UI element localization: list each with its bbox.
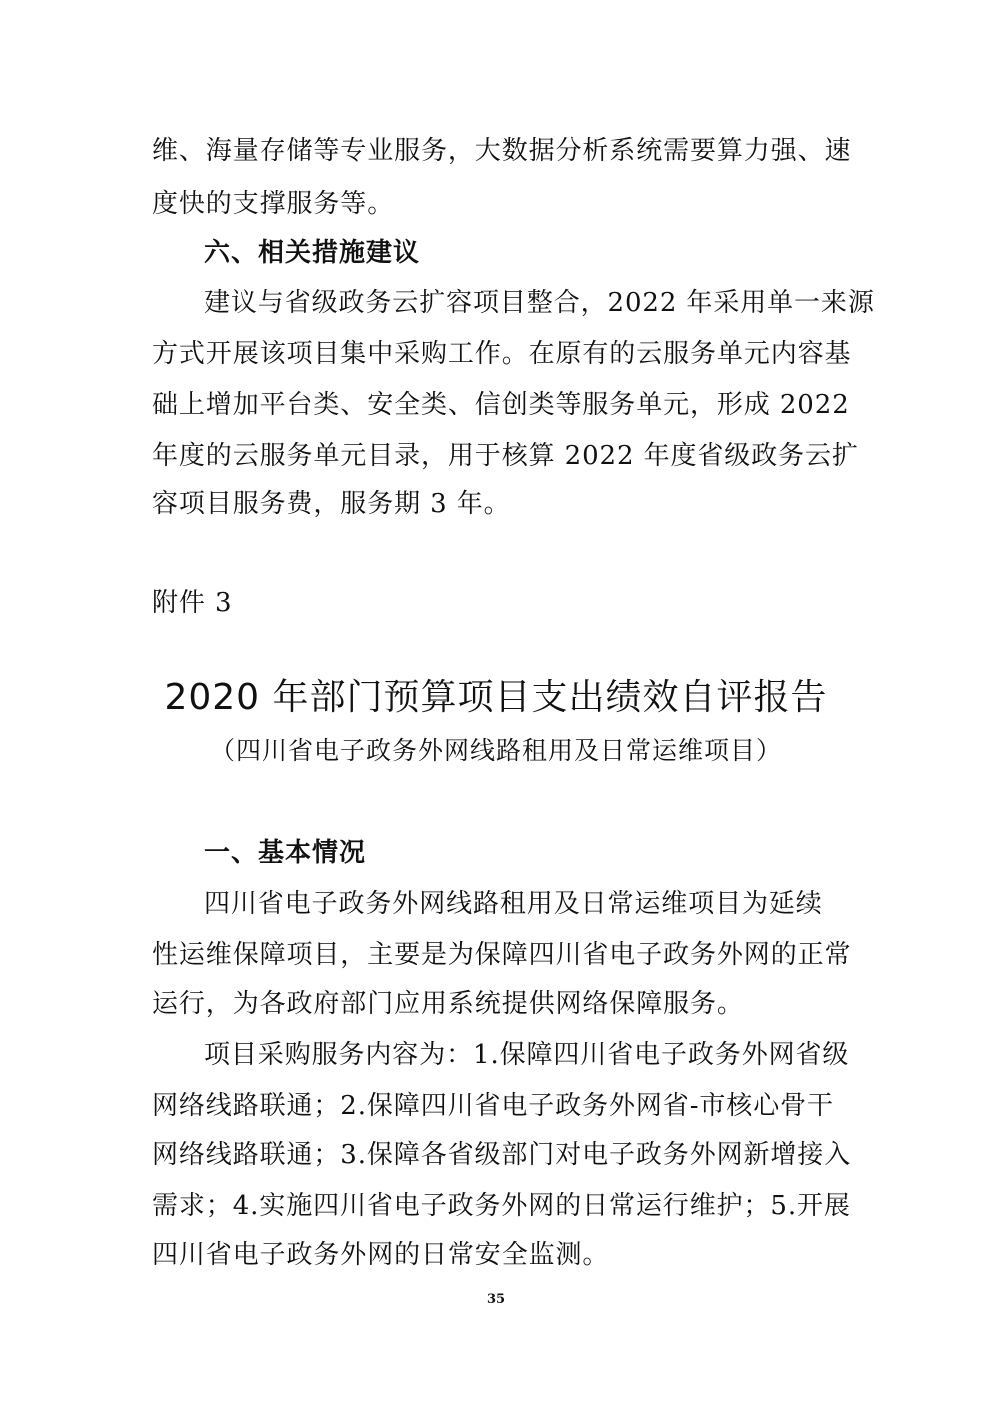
section-6-heading: 六、相关措施建议 — [204, 238, 421, 268]
section-1-para-1-line-2: 性运维保障项目，主要是为保障四川省电子政务外网的正常 — [152, 940, 852, 970]
report-title: 2020 年部门预算项目支出绩效自评报告 — [164, 677, 828, 718]
section-6-line-5: 容项目服务费，服务期 3 年。 — [152, 489, 511, 519]
section-6-line-1: 建议与省级政务云扩容项目整合，2022 年采用单一来源 — [204, 288, 875, 318]
section-1-para-2-line-1: 项目采购服务内容为：1.保障四川省电子政务外网省级 — [204, 1040, 850, 1070]
page-number: 35 — [486, 1292, 506, 1307]
section-6-line-4: 年度的云服务单元目录，用于核算 2022 年度省级政务云扩 — [152, 441, 859, 471]
section-1-para-2-line-4: 需求；4.实施四川省电子政务外网的日常运行维护；5.开展 — [152, 1191, 851, 1221]
section-1-para-1-line-1: 四川省电子政务外网线路租用及日常运维项目为延续 — [204, 889, 823, 919]
section-1-heading: 一、基本情况 — [204, 838, 367, 868]
section-1-para-1-line-3: 运行，为各政府部门应用系统提供网络保障服务。 — [152, 989, 744, 1019]
attachment-label: 附件 3 — [152, 588, 233, 618]
section-6-line-2: 方式开展该项目集中采购工作。在原有的云服务单元内容基 — [152, 339, 852, 369]
report-subtitle: （四川省电子政务外网线路租用及日常运维项目） — [209, 736, 782, 765]
top-paragraph-line-1: 维、海量存储等专业服务，大数据分析系统需要算力强、速 — [152, 136, 852, 166]
section-1-para-2-line-3: 网络线路联通；3.保障各省级部门对电子政务外网新增接入 — [152, 1140, 852, 1170]
section-1-para-2-line-2: 网络线路联通；2.保障四川省电子政务外网省-市核心骨干 — [152, 1091, 834, 1121]
section-6-line-3: 础上增加平台类、安全类、信创类等服务单元，形成 2022 — [152, 390, 850, 420]
top-paragraph-line-2: 度快的支撑服务等。 — [152, 189, 395, 219]
section-1-para-2-line-5: 四川省电子政务外网的日常安全监测。 — [152, 1240, 610, 1270]
